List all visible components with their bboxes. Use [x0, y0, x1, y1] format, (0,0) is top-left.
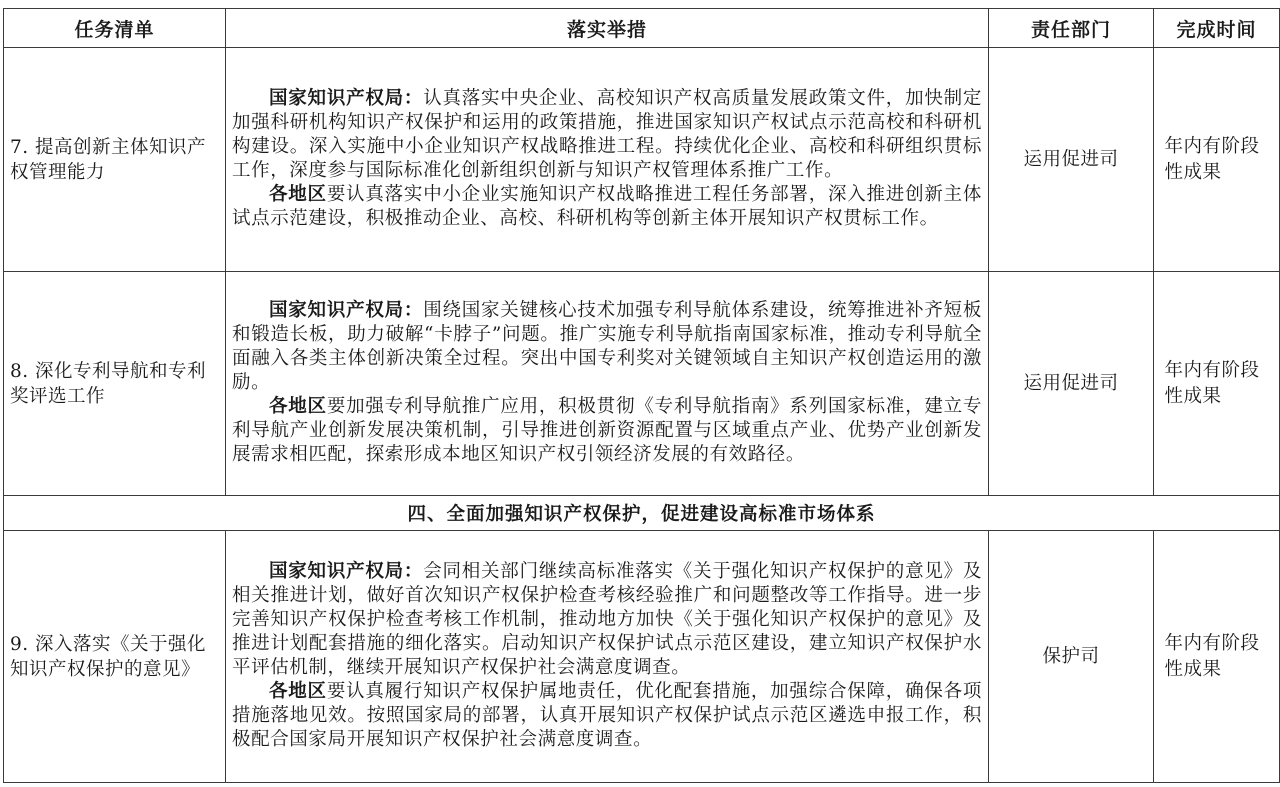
- dept-cell: 运用促进司: [989, 272, 1154, 496]
- measure-text: 要认真履行知识产权保护属地责任，优化配套措施，加强综合保障，确保各项措施落地见效。按照国家局的部署，认真开展知识产权保护试点示范区遴选申报工作，积极配合国家局开展知识产权保护社会满意度调查。: [232, 681, 982, 750]
- task-cell: 8. 深化专利导航和专利奖评选工作: [4, 272, 226, 496]
- measure-paragraph: [232, 560, 982, 680]
- task-cell: 9. 深入落实《关于强化知识产权保护的意见》: [4, 531, 226, 783]
- header-time: 完成时间: [1154, 9, 1280, 48]
- measure-text: 会同相关部门继续高标准落实《关于强化知识产权保护的意见》及相关推进计划，做好首次知识产权保护检查考核经验推广和问题整改等工作指导。进一步完善知识产权保护检查考核工作机制，推动地方加快《关于强化知识产权保护的意见》及推进计划配套措施的细化落实。启动知识产权保护试点示范区建设，建立知识产权保护水平评估机制，继续开展知识产权保护社会满意度调查。: [232, 561, 982, 678]
- measure-cell: [226, 531, 989, 783]
- measure-lead: 各地区: [269, 184, 327, 205]
- header-dept: 责任部门: [989, 9, 1154, 48]
- measure-text: 要加强专利导航推广应用，积极贯彻《专利导航指南》系列国家标准，建立专利导航产业创新发展决策机制，引导推进创新资源配置与区域重点产业、优势产业创新发展需求相匹配，探索形成本地区知识产权引领经济发展的有效路径。: [232, 396, 982, 465]
- measure-paragraph: [232, 395, 982, 467]
- measure-paragraph: [232, 87, 982, 183]
- time-text: 年内有阶段性成果: [1164, 632, 1260, 680]
- time-text: 年内有阶段性成果: [1164, 135, 1260, 183]
- table-row: [4, 272, 1280, 496]
- measure-lead: 各地区: [269, 681, 327, 702]
- measure-text: 要认真落实中小企业实施知识产权战略推进工程任务部署，深入推进创新主体试点示范建设，积极推动企业、高校、科研机构等创新主体开展知识产权贯标工作。: [232, 184, 982, 229]
- measure-paragraph: [232, 183, 982, 231]
- time-text: 年内有阶段性成果: [1164, 359, 1260, 407]
- measure-lead: 国家知识产权局：: [269, 561, 424, 582]
- dept-cell: 运用促进司: [989, 48, 1154, 272]
- dept-cell: 保护司: [989, 531, 1154, 783]
- time-cell: [1154, 272, 1280, 496]
- measure-lead: 国家知识产权局：: [269, 88, 424, 109]
- measure-text: 围绕国家关键核心技术加强专利导航体系建设，统筹推进补齐短板和锻造长板，助力破解“卡脖子”问题。推广实施专利导航指南国家标准，推动专利导航全面融入各类主体创新决策全过程。突出中国专利奖对关键领域自主知识产权创造运用的激励。: [232, 300, 982, 393]
- measure-paragraph: [232, 299, 982, 395]
- task-cell: 7. 提高创新主体知识产权管理能力: [4, 48, 226, 272]
- measure-paragraph: [232, 680, 982, 752]
- measure-lead: 国家知识产权局：: [269, 300, 424, 321]
- time-cell: [1154, 531, 1280, 783]
- measure-cell: [226, 272, 989, 496]
- time-cell: [1154, 48, 1280, 272]
- section-row: [4, 496, 1280, 531]
- task-table: [3, 8, 1280, 783]
- header-row: [4, 9, 1280, 48]
- section-title: 四、全面加强知识产权保护，促进建设高标准市场体系: [4, 496, 1280, 531]
- header-task: 任务清单: [4, 9, 226, 48]
- table-row: [4, 48, 1280, 272]
- measure-text: 认真落实中央企业、高校知识产权高质量发展政策文件，加快制定加强科研机构知识产权保护和运用的政策措施，推进国家知识产权试点示范高校和科研机构建设。深入实施中小企业知识产权战略推进工程。持续优化企业、高校和科研组织贯标工作，深度参与国际标准化创新组织创新与知识产权管理体系推广工作。: [232, 88, 982, 181]
- measure-lead: 各地区: [269, 396, 327, 417]
- table-row: [4, 531, 1280, 783]
- header-measure: 落实举措: [226, 9, 989, 48]
- measure-cell: [226, 48, 989, 272]
